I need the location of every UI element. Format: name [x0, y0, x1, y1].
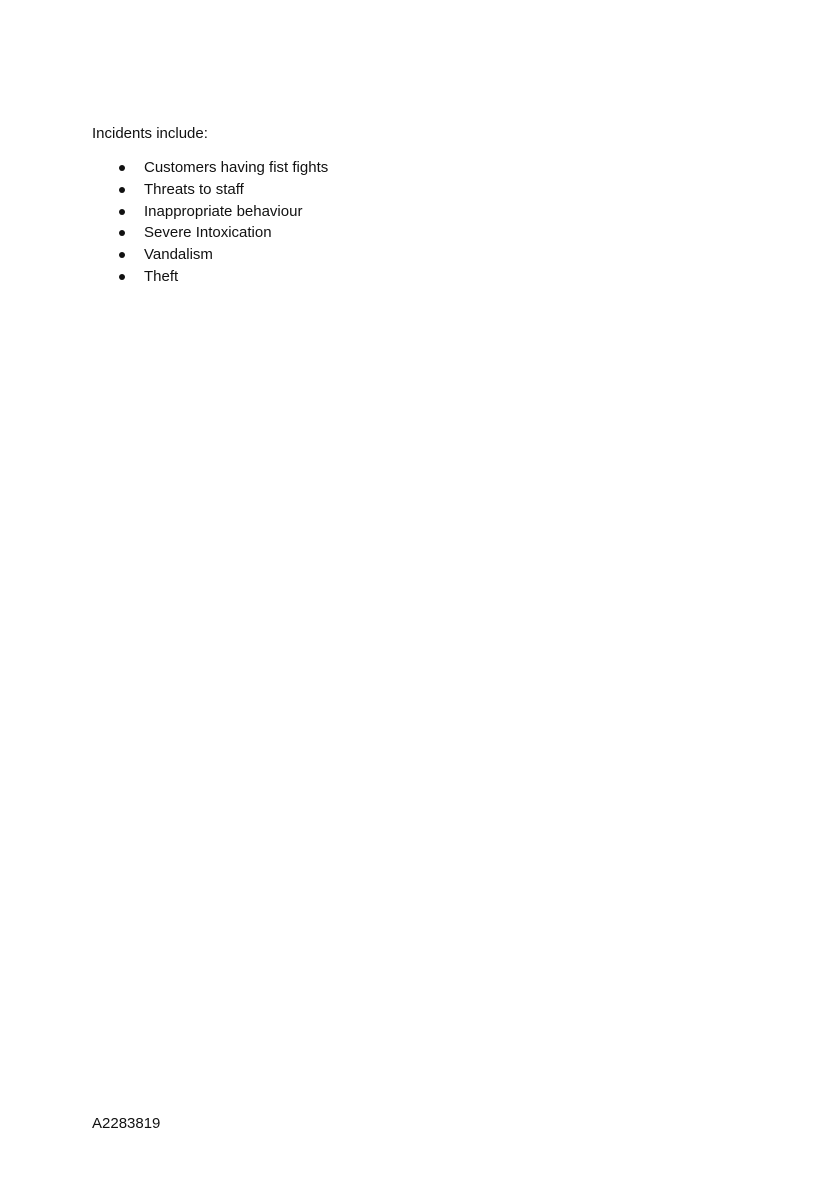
list-item-text: Vandalism — [144, 246, 213, 264]
document-id-footer: A2283819 — [92, 1115, 161, 1132]
bullet-icon — [119, 165, 125, 171]
bullet-icon — [119, 274, 125, 280]
bullet-icon — [119, 230, 125, 236]
bullet-icon — [119, 209, 125, 215]
bullet-icon — [119, 187, 125, 193]
bullet-icon — [119, 252, 125, 258]
list-item-text: Severe Intoxication — [144, 224, 272, 242]
list-item-text: Threats to staff — [144, 180, 244, 198]
list-item-text: Customers having fist fights — [144, 159, 329, 176]
list-item-text: Theft — [144, 267, 179, 285]
list-item-text: Inappropriate behaviour — [144, 202, 303, 220]
incidents-intro-text: Incidents include: — [92, 125, 208, 142]
